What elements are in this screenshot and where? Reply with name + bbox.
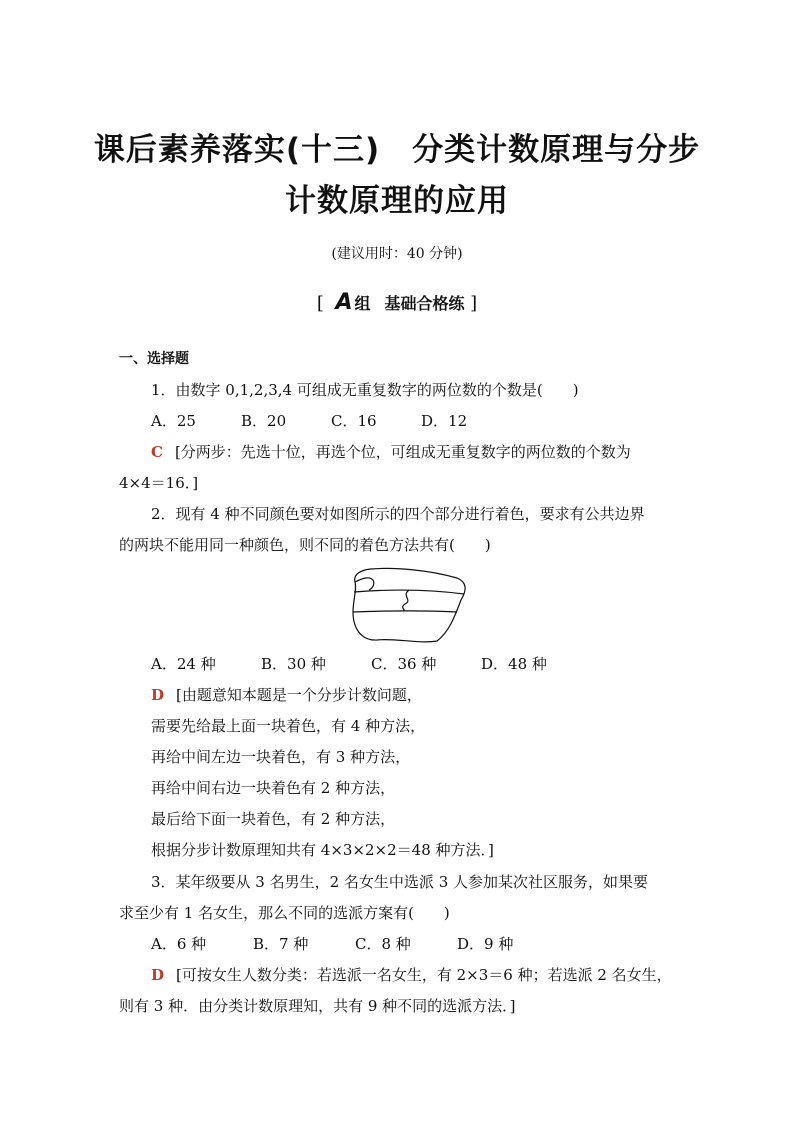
q2-explanation-line1: [由题意知本题是一个分步计数问题，	[176, 686, 422, 704]
q3-options	[151, 934, 513, 954]
q1-answer: C	[151, 443, 163, 461]
q2-option-b: B．30 种	[261, 655, 326, 673]
q3-explanation-line2: 则有 3 种．由分类计数原理知，共有 9 种不同的选派方法．]	[119, 997, 516, 1015]
q2-explanation-line4: 再给中间右边一块着色有 2 种方法，	[151, 779, 396, 797]
q2-stem-line1: 2．现有 4 种不同颜色要对如图所示的四个部分进行着色，要求有公共边界	[151, 505, 645, 523]
q1-explanation-line2: 4×4＝16．]	[119, 474, 199, 492]
page-title-line1: 课后素养落实(十三) 分类计数原理与分步	[93, 132, 701, 168]
group-header	[0, 290, 794, 315]
suggested-time: (建议用时：40 分钟)	[331, 246, 463, 262]
q3-stem-line1: 3．某年级要从 3 名男生，2 名女生中选派 3 人参加某次社区服务，如果要	[151, 873, 649, 891]
q2-stem-line2: 的两块不能用同一种颜色，则不同的着色方法共有( )	[119, 536, 491, 554]
q1-option-c: C．16	[331, 412, 377, 430]
q1-explanation	[151, 442, 711, 462]
q1-explanation-line1: [分两步：先选十位，再选个位，可组成无重复数字的两位数的个数为	[174, 443, 631, 461]
q3-option-d: D．9 种	[457, 935, 514, 953]
group-header-close: ]	[470, 293, 478, 314]
q3-explanation-line1: [可按女生人数分类：若选派一名女生，有 2×3＝6 种；若选派 2 名女生，	[176, 966, 672, 984]
q3-option-b: B．7 种	[253, 935, 309, 953]
figure-middle-divider	[403, 590, 409, 611]
group-letter: A	[335, 290, 353, 315]
figure-outline	[353, 568, 465, 641]
group-label: 组	[354, 294, 371, 313]
q2-explanation-line5: 最后给下面一块着色，有 2 种方法，	[151, 810, 396, 828]
q1-option-b: B．20	[241, 412, 287, 430]
q3-explanation	[151, 965, 711, 985]
four-region-figure	[349, 566, 469, 644]
group-header-open: [	[316, 293, 324, 314]
q1-option-a: A．25	[151, 412, 196, 430]
q1-options	[151, 411, 467, 431]
q2-explanation-line6: 根据分步计数原理知共有 4×3×2×2＝48 种方法．]	[151, 841, 494, 859]
q2-option-a: A．24 种	[151, 655, 216, 673]
page-title-line2: 计数原理的应用	[285, 183, 509, 219]
figure-top-fold	[355, 578, 374, 590]
section-heading: 一、选择题	[119, 351, 189, 367]
q3-answer: D	[151, 966, 165, 984]
group-name: 基础合格练	[384, 294, 465, 313]
q3-stem-line2: 求至少有 1 名女生，那么不同的选派方案有( )	[119, 904, 450, 922]
figure-lower-divider	[353, 611, 457, 612]
q2-option-d: D．48 种	[481, 655, 547, 673]
q3-option-c: C．8 种	[355, 935, 411, 953]
q1-option-d: D．12	[421, 412, 468, 430]
q2-explanation-line2: 需要先给最上面一块着色，有 4 种方法，	[151, 717, 426, 735]
q2-explanation	[151, 685, 711, 705]
q2-options	[151, 654, 547, 674]
q3-option-a: A．6 种	[151, 935, 207, 953]
q1-stem: 1．由数字 0,1,2,3,4 可组成无重复数字的两位数的个数是( )	[151, 381, 579, 399]
q2-answer: D	[151, 686, 165, 704]
q2-explanation-line3: 再给中间左边一块着色，有 3 种方法，	[151, 748, 411, 766]
q2-option-c: C．36 种	[371, 655, 437, 673]
